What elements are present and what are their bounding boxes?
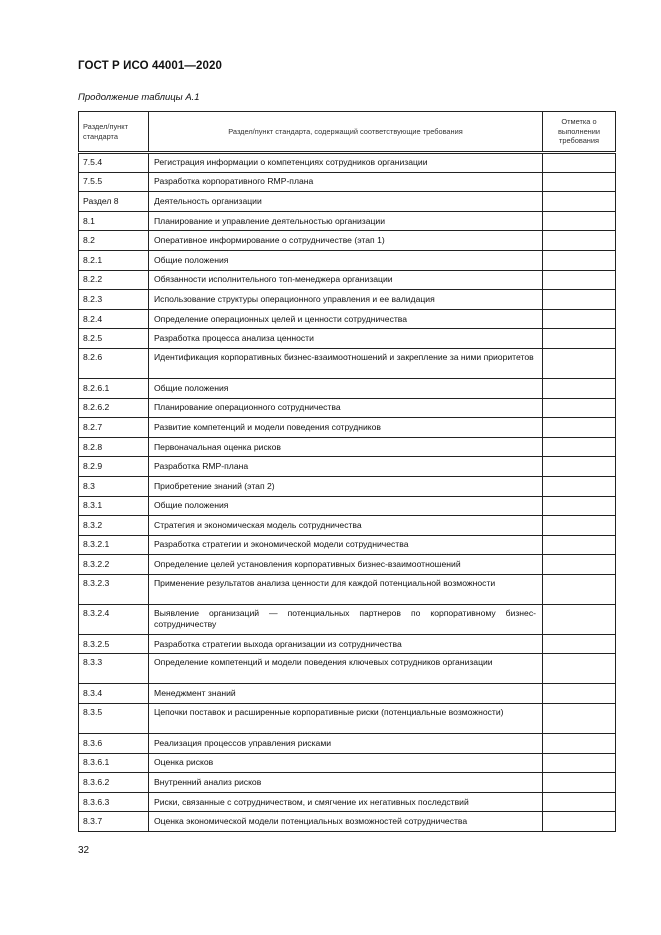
section-code-cell: 8.2.6.2 (79, 398, 149, 418)
section-code-cell: 8.2.9 (79, 457, 149, 477)
section-code-cell: 8.3.3 (79, 654, 149, 684)
section-code-cell: 8.1 (79, 211, 149, 231)
table-row (79, 634, 616, 654)
section-code-cell: 8.2.4 (79, 309, 149, 329)
requirement-text-cell: Определение операционных целей и ценности сотрудничества (149, 309, 543, 329)
requirement-text-cell: Применение результатов анализа ценности для каждой потенциальной возможности (149, 574, 543, 604)
column-header-requirements: Раздел/пункт стандарта, содержащий соответствующие требования (149, 112, 543, 153)
completion-mark-cell[interactable] (543, 418, 616, 438)
section-code-cell: 7.5.4 (79, 153, 149, 173)
section-code-cell: 8.3.5 (79, 704, 149, 734)
column-header-completion-mark: Отметка о выполнении требования (543, 112, 616, 153)
requirement-text-cell: Деятельность организации (149, 192, 543, 212)
completion-mark-cell[interactable] (543, 604, 616, 634)
table-row (79, 153, 616, 173)
section-code-cell: 8.3.6.2 (79, 773, 149, 793)
completion-mark-cell[interactable] (543, 398, 616, 418)
table-row (79, 231, 616, 251)
completion-mark-cell[interactable] (543, 704, 616, 734)
table-row (79, 398, 616, 418)
table-body (79, 153, 616, 832)
requirement-text-cell: Выявление организаций — потенциальных партнеров по корпоративному бизнес-сотрудничеству (149, 604, 543, 634)
table-row (79, 574, 616, 604)
completion-mark-cell[interactable] (543, 476, 616, 496)
section-code-cell: 8.2.6 (79, 348, 149, 378)
section-code-cell: 8.3.2.3 (79, 574, 149, 604)
section-code-cell: 8.3.6 (79, 734, 149, 754)
table-row (79, 704, 616, 734)
table-row (79, 812, 616, 832)
table-row (79, 378, 616, 398)
table-row (79, 753, 616, 773)
requirement-text-cell: Оценка экономической модели потенциальных возможностей сотрудничества (149, 812, 543, 832)
section-code-cell: 8.2.2 (79, 270, 149, 290)
completion-mark-cell[interactable] (543, 348, 616, 378)
section-code-cell: 8.3.4 (79, 684, 149, 704)
section-code-cell: 8.3.2 (79, 516, 149, 536)
completion-mark-cell[interactable] (543, 555, 616, 575)
table-row (79, 792, 616, 812)
completion-mark-cell[interactable] (543, 634, 616, 654)
section-code-cell: 8.2.8 (79, 437, 149, 457)
table-continuation-caption: Продолжение таблицы А.1 (78, 92, 200, 103)
completion-mark-cell[interactable] (543, 516, 616, 536)
requirement-text-cell: Цепочки поставок и расширенные корпоративные риски (потенциальные возможности) (149, 704, 543, 734)
table-row (79, 250, 616, 270)
table-row (79, 172, 616, 192)
requirement-text-cell: Общие положения (149, 250, 543, 270)
column-header-section: Раздел/пункт стандарта (79, 112, 149, 153)
requirement-text-cell: Разработка процесса анализа ценности (149, 329, 543, 349)
requirement-text-cell: Разработка стратегии и экономической модели сотрудничества (149, 535, 543, 555)
section-code-cell: 8.3.2.4 (79, 604, 149, 634)
table-row (79, 734, 616, 754)
requirement-text-cell: Менеджмент знаний (149, 684, 543, 704)
section-code-cell: 8.2.5 (79, 329, 149, 349)
completion-mark-cell[interactable] (543, 734, 616, 754)
section-code-cell: 8.3.7 (79, 812, 149, 832)
section-code-cell: 7.5.5 (79, 172, 149, 192)
section-code-cell: 8.2 (79, 231, 149, 251)
completion-mark-cell[interactable] (543, 773, 616, 793)
table-row (79, 654, 616, 684)
section-code-cell: 8.3.6.1 (79, 753, 149, 773)
requirements-table (78, 111, 616, 832)
requirement-text-cell: Идентификация корпоративных бизнес-взаимоотношений и закрепление за ними приоритетов (149, 348, 543, 378)
section-code-cell: Раздел 8 (79, 192, 149, 212)
section-code-cell: 8.3.6.3 (79, 792, 149, 812)
requirement-text-cell: Общие положения (149, 378, 543, 398)
table-row (79, 192, 616, 212)
table-row (79, 418, 616, 438)
section-code-cell: 8.2.6.1 (79, 378, 149, 398)
completion-mark-cell[interactable] (543, 329, 616, 349)
completion-mark-cell[interactable] (543, 378, 616, 398)
completion-mark-cell[interactable] (543, 211, 616, 231)
requirement-text-cell: Реализация процессов управления рисками (149, 734, 543, 754)
table-row (79, 535, 616, 555)
completion-mark-cell[interactable] (543, 250, 616, 270)
table-row (79, 476, 616, 496)
table-row (79, 496, 616, 516)
page-number: 32 (78, 845, 90, 856)
section-code-cell: 8.3.2.5 (79, 634, 149, 654)
requirement-text-cell: Приобретение знаний (этап 2) (149, 476, 543, 496)
requirement-text-cell: Оценка рисков (149, 753, 543, 773)
completion-mark-cell[interactable] (543, 792, 616, 812)
requirement-text-cell: Разработка корпоративного RMP-плана (149, 172, 543, 192)
table-row (79, 555, 616, 575)
section-code-cell: 8.3.2.1 (79, 535, 149, 555)
section-code-cell: 8.3.1 (79, 496, 149, 516)
table-row (79, 290, 616, 310)
completion-mark-cell[interactable] (543, 290, 616, 310)
requirement-text-cell: Общие положения (149, 496, 543, 516)
completion-mark-cell[interactable] (543, 172, 616, 192)
requirement-text-cell: Планирование операционного сотрудничества (149, 398, 543, 418)
table-row (79, 437, 616, 457)
completion-mark-cell[interactable] (543, 192, 616, 212)
table-row (79, 604, 616, 634)
completion-mark-cell[interactable] (543, 654, 616, 684)
completion-mark-cell[interactable] (543, 231, 616, 251)
requirement-text-cell: Определение целей установления корпоративных бизнес-взаимоотношений (149, 555, 543, 575)
completion-mark-cell[interactable] (543, 535, 616, 555)
completion-mark-cell[interactable] (543, 153, 616, 173)
requirement-text-cell: Определение компетенций и модели поведения ключевых сотрудников организации (149, 654, 543, 684)
requirement-text-cell: Регистрация информации о компетенциях сотрудников организации (149, 153, 543, 173)
table-row (79, 457, 616, 477)
table-header-row (79, 112, 616, 153)
completion-mark-cell[interactable] (543, 309, 616, 329)
requirement-text-cell: Первоначальная оценка рисков (149, 437, 543, 457)
requirement-text-cell: Обязанности исполнительного топ-менеджера организации (149, 270, 543, 290)
table-row (79, 684, 616, 704)
table-row (79, 348, 616, 378)
section-code-cell: 8.3.2.2 (79, 555, 149, 575)
section-code-cell: 8.2.7 (79, 418, 149, 438)
table-row (79, 270, 616, 290)
section-code-cell: 8.2.3 (79, 290, 149, 310)
requirement-text-cell: Оперативное информирование о сотрудничестве (этап 1) (149, 231, 543, 251)
table-row (79, 309, 616, 329)
requirement-text-cell: Планирование и управление деятельностью организации (149, 211, 543, 231)
requirement-text-cell: Разработка RMP-плана (149, 457, 543, 477)
section-code-cell: 8.3 (79, 476, 149, 496)
requirement-text-cell: Разработка стратегии выхода организации из сотрудничества (149, 634, 543, 654)
table-row (79, 773, 616, 793)
table-row (79, 516, 616, 536)
requirement-text-cell: Внутренний анализ рисков (149, 773, 543, 793)
requirement-text-cell: Стратегия и экономическая модель сотрудничества (149, 516, 543, 536)
table-row (79, 211, 616, 231)
requirement-text-cell: Риски, связанные с сотрудничеством, и смягчение их негативных последствий (149, 792, 543, 812)
document-title: ГОСТ Р ИСО 44001—2020 (78, 60, 223, 72)
completion-mark-cell[interactable] (543, 270, 616, 290)
section-code-cell: 8.2.1 (79, 250, 149, 270)
table-row (79, 329, 616, 349)
requirement-text-cell: Использование структуры операционного управления и ее валидация (149, 290, 543, 310)
completion-mark-cell[interactable] (543, 812, 616, 832)
completion-mark-cell[interactable] (543, 574, 616, 604)
completion-mark-cell[interactable] (543, 684, 616, 704)
requirement-text-cell: Развитие компетенций и модели поведения сотрудников (149, 418, 543, 438)
completion-mark-cell[interactable] (543, 457, 616, 477)
completion-mark-cell[interactable] (543, 753, 616, 773)
completion-mark-cell[interactable] (543, 496, 616, 516)
completion-mark-cell[interactable] (543, 437, 616, 457)
